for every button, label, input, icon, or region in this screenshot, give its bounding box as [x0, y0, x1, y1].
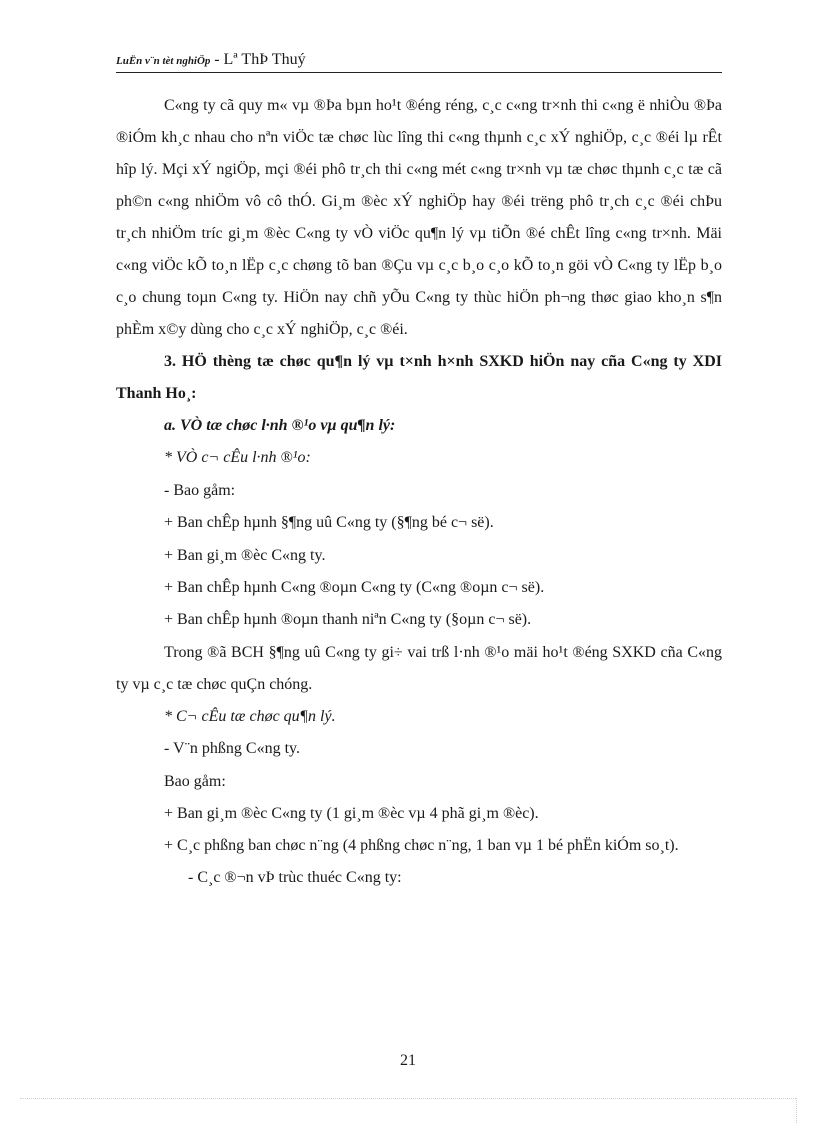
leadership-structure-label: * VÒ c¬ cÊu l·nh ®¹o: — [164, 449, 311, 467]
list-item: + Ban chÊp hµnh C«ng ®oµn C«ng ty (C«ng ®oµn c¬ së). — [164, 579, 545, 597]
page-number: 21 — [400, 1052, 416, 1069]
section-heading: 3. HÖ thèng tæ chøc qu¶n lý vµ t×nh h×nh SXKD hiÖn nay cña C«ng ty XDI Thanh Ho¸: — [116, 353, 722, 402]
running-header — [116, 48, 722, 73]
header-author: - Lª ThÞ Thuý — [214, 51, 306, 68]
list-item: + Ban chÊp hµnh §¶ng uû C«ng ty (§¶ng bé c¬ së). — [164, 514, 494, 532]
subsection-heading: a. VÒ tæ chøc l·nh ®¹o vµ qu¶n lý: — [164, 417, 396, 434]
paragraph-party-role: Trong ®ã BCH §¶ng uû C«ng ty gi÷ vai trß l·nh ®¹o mäi ho¹t ®éng SXKD cña C«ng ty vµ c¸c tæ chøc quÇn chóng. — [116, 643, 722, 693]
office-label: - V¨n phßng C«ng ty. — [164, 740, 300, 758]
page-border — [20, 1098, 796, 1099]
list-item: + Ban gi¸m ®èc C«ng ty. — [164, 546, 326, 564]
includes-label: Bao gåm: — [164, 772, 226, 790]
list-item: + Ban chÊp hµnh ®oµn thanh niªn C«ng ty (§oµn c¬ së). — [164, 611, 532, 629]
list-item: + C¸c phßng ban chøc n¨ng (4 phßng chøc n¨ng, 1 ban vµ 1 bé phËn kiÓm so¸t). — [164, 837, 679, 855]
header-thesis-label: LuËn v¨n tèt nghiÖp — [116, 55, 211, 67]
page-border — [796, 1098, 797, 1123]
includes-label: - Bao gåm: — [164, 481, 236, 499]
page-content — [116, 90, 722, 895]
list-item: + Ban gi¸m ®èc C«ng ty (1 gi¸m ®èc vµ 4 phã gi¸m ®èc). — [164, 805, 539, 823]
units-label: - C¸c ®¬n vÞ trùc thuéc C«ng ty: — [188, 869, 402, 887]
paragraph-organization: C«ng ty cã quy m« vµ ®Þa bµn ho¹t ®éng réng, c¸c c«ng tr×nh thi c«ng ë nhiÒu ®Þa ®iÓm kh¸c nhau cho nªn viÖc tæ chøc lùc lîng thi c«ng thµnh c¸c xÝ nghiÖp, c¸c ®éi lµ rÊt hîp lý. Mçi xÝ ngiÖp, mçi ®éi phô tr¸ch thi c«ng mét c«ng tr×nh vµ tæ chøc thµnh c¸c tæ cã ph©n c«ng nhiÖm vô cô thÓ. Gi¸m ®èc xÝ nghiÖp hay ®éi trëng phô tr¸ch c¸c ®éi chÞu tr¸ch nhiÖm tríc gi¸m ®èc C«ng ty vÒ viÖc qu¶n lý vµ tiÕn ®é chÊt lîng c«ng tr×nh. Mäi c«ng viÖc kÕ to¸n lËp c¸c chøng tõ ban ®Çu vµ c¸c b¸o c¸o kÕ to¸n göi vÒ C«ng ty lËp b¸o c¸o chung toµn C«ng ty. HiÖn nay chñ yÕu C«ng ty thùc hiÖn ph¬ng thøc giao kho¸n s¶n phÈm x©y dùng cho c¸c xÝ nghiÖp, c¸c ®éi. — [116, 97, 722, 338]
management-structure-label: * C¬ cÊu tæ chøc qu¶n lý. — [164, 707, 336, 725]
